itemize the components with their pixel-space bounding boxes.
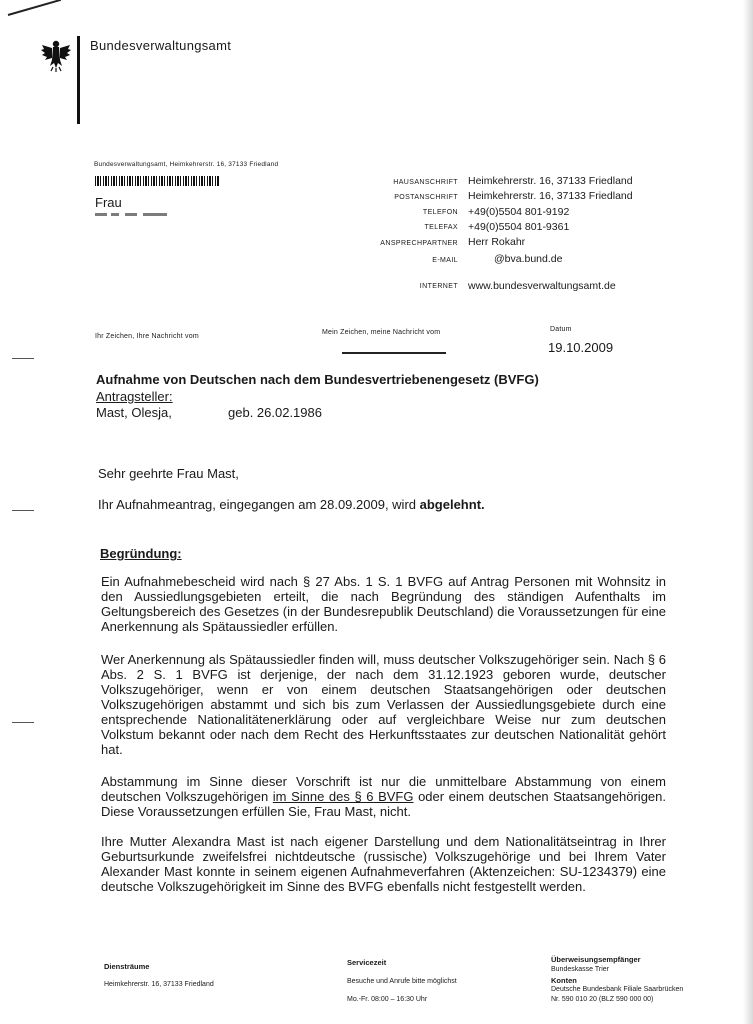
footer-accounts-label: Konten bbox=[551, 976, 577, 985]
footer-transfer-value: Bundeskasse Trier bbox=[551, 966, 609, 973]
descent-text-b: oder einem deutschen Staatsangehörigen. Diese Voraussetzungen erfüllen Sie, Frau Mast, nicht. bbox=[101, 789, 666, 819]
fold-mark bbox=[12, 722, 34, 723]
footer-accounts-line2: Nr. 590 010 20 (BLZ 590 000 00) bbox=[551, 996, 654, 1003]
contact-label-fax: TELEFAX bbox=[424, 224, 458, 231]
recipient-name-redacted bbox=[95, 213, 167, 216]
footer-service-label: Servicezeit bbox=[347, 958, 387, 967]
contact-label-house: HAUSANSCHRIFT bbox=[393, 179, 458, 186]
footer-rooms-label: Diensträume bbox=[104, 962, 150, 971]
greeting: Sehr geehrte Frau Mast, bbox=[98, 466, 239, 481]
applicant-birth: geb. 26.02.1986 bbox=[228, 405, 322, 420]
contact-label-phone: TELEFON bbox=[422, 209, 458, 216]
your-reference-label: Ihr Zeichen, Ihre Nachricht vom bbox=[95, 333, 199, 340]
recipient-salutation: Frau bbox=[95, 195, 122, 210]
corner-scan-mark bbox=[8, 0, 61, 16]
reasons-heading: Begründung: bbox=[100, 546, 182, 561]
applicant-label: Antragsteller: bbox=[96, 389, 173, 404]
contact-value-person: Herr Rokahr bbox=[468, 236, 526, 248]
footer-service-line1: Besuche und Anrufe bitte möglichst bbox=[347, 978, 457, 985]
applicant-name: Mast, Olesja, bbox=[96, 405, 172, 420]
contact-label-internet: INTERNET bbox=[419, 283, 458, 290]
date-value: 19.10.2009 bbox=[548, 340, 614, 355]
footer-accounts-line1: Deutsche Bundesbank Filiale Saarbrücken bbox=[551, 986, 684, 993]
federal-eagle-icon bbox=[40, 38, 72, 77]
contact-value-post: Heimkehrerstr. 16, 37133 Friedland bbox=[468, 190, 633, 202]
footer-rooms-value: Heimkehrerstr. 16, 37133 Friedland bbox=[104, 981, 214, 988]
my-reference-label: Mein Zeichen, meine Nachricht vom bbox=[322, 329, 441, 336]
letterhead-rule bbox=[77, 36, 80, 124]
right-edge-shadow bbox=[743, 0, 753, 1024]
paragraph-descent bbox=[101, 774, 666, 819]
my-reference-redacted bbox=[342, 352, 446, 354]
contact-value-email: @bva.bund.de bbox=[494, 253, 563, 265]
contact-value-phone: +49(0)5504 801-9192 bbox=[468, 206, 570, 218]
decision-verdict: abgelehnt. bbox=[419, 497, 485, 512]
descent-text-a: Abstammung im Sinne dieser Vorschrift ist nur die unmittelbare Abstammung von einem deutschen Volkszugehörigen bbox=[101, 774, 666, 804]
subject-title: Aufnahme von Deutschen nach dem Bundesvertriebenengesetz (BVFG) bbox=[96, 372, 539, 387]
decision-text: Ihr Aufnahmeantrag, eingegangen am 28.09.2009, wird bbox=[98, 497, 420, 512]
footer-transfer-label: Überweisungsempfänger bbox=[551, 955, 641, 964]
paragraph-legal-basis: Ein Aufnahmebescheid wird nach § 27 Abs. 1 S. 1 BVFG auf Antrag Personen mit Wohnsitz in den Aussiedlungsgebieten erteilt, die nach Begründung des ständigen Aufenthalts im Geltungsbereich des Gesetzes (in der Bundesrepublik Deutschland) die Voraussetzungen für eine Anerkennung als Spätaussiedler erfüllen. bbox=[101, 574, 666, 634]
contact-label-email: E-MAIL bbox=[432, 257, 458, 264]
barcode bbox=[95, 176, 220, 186]
paragraph-parents: Ihre Mutter Alexandra Mast ist nach eigener Darstellung und dem Nationalitätseintrag in Ihrer Geburtsurkunde zweifelsfrei nichtdeutsche (russische) Volkszugehörige und bei Ihrem Vater Alexander Mast konnte in seinem eigenen Aufnahmeverfahren (Aktenzeichen: SU-1234379) eine deutsche Volkszugehörigkeit im Sinne des BVFG ebenfalls nicht festgestellt werden. bbox=[101, 834, 666, 894]
agency-name: Bundesverwaltungsamt bbox=[90, 38, 232, 53]
decision-line bbox=[98, 497, 485, 512]
date-label: Datum bbox=[550, 326, 572, 333]
footer-service-line2: Mo.-Fr. 08:00 – 16:30 Uhr bbox=[347, 996, 428, 1003]
fold-mark bbox=[12, 358, 34, 359]
contact-value-fax: +49(0)5504 801-9361 bbox=[468, 221, 570, 233]
contact-label-post: POSTANSCHRIFT bbox=[394, 194, 458, 201]
descent-reference: im Sinne des § 6 BVFG bbox=[272, 789, 414, 804]
contact-value-internet: www.bundesverwaltungsamt.de bbox=[468, 280, 616, 292]
fold-mark bbox=[12, 510, 34, 511]
paragraph-ethnic-german-definition: Wer Anerkennung als Spätaussiedler finden will, muss deutscher Volkszugehöriger sein. Nach § 6 Abs. 2 S. 1 BVFG ist derjenige, der nach dem 31.12.1923 geboren wurde, deutscher Volkszugehöriger, wenn er von einem deutschen Staatsangehörigen oder deutschen Volkszugehörigen abstammt und sich bis zum Verlassen der Aussiedlungsgebiete durch eine entsprechende Nationalitätenerklärung oder auf vergleichbare Weise nur zum deutschen Volkstum bekannt oder nach dem Recht des Herkunftsstaates zur deutschen Nationalität gehört hat. bbox=[101, 652, 666, 757]
sender-line: Bundesverwaltungsamt, Heimkehrerstr. 16, 37133 Friedland bbox=[94, 161, 279, 168]
contact-value-house: Heimkehrerstr. 16, 37133 Friedland bbox=[468, 175, 633, 187]
contact-label-person: ANSPRECHPARTNER bbox=[380, 240, 458, 247]
